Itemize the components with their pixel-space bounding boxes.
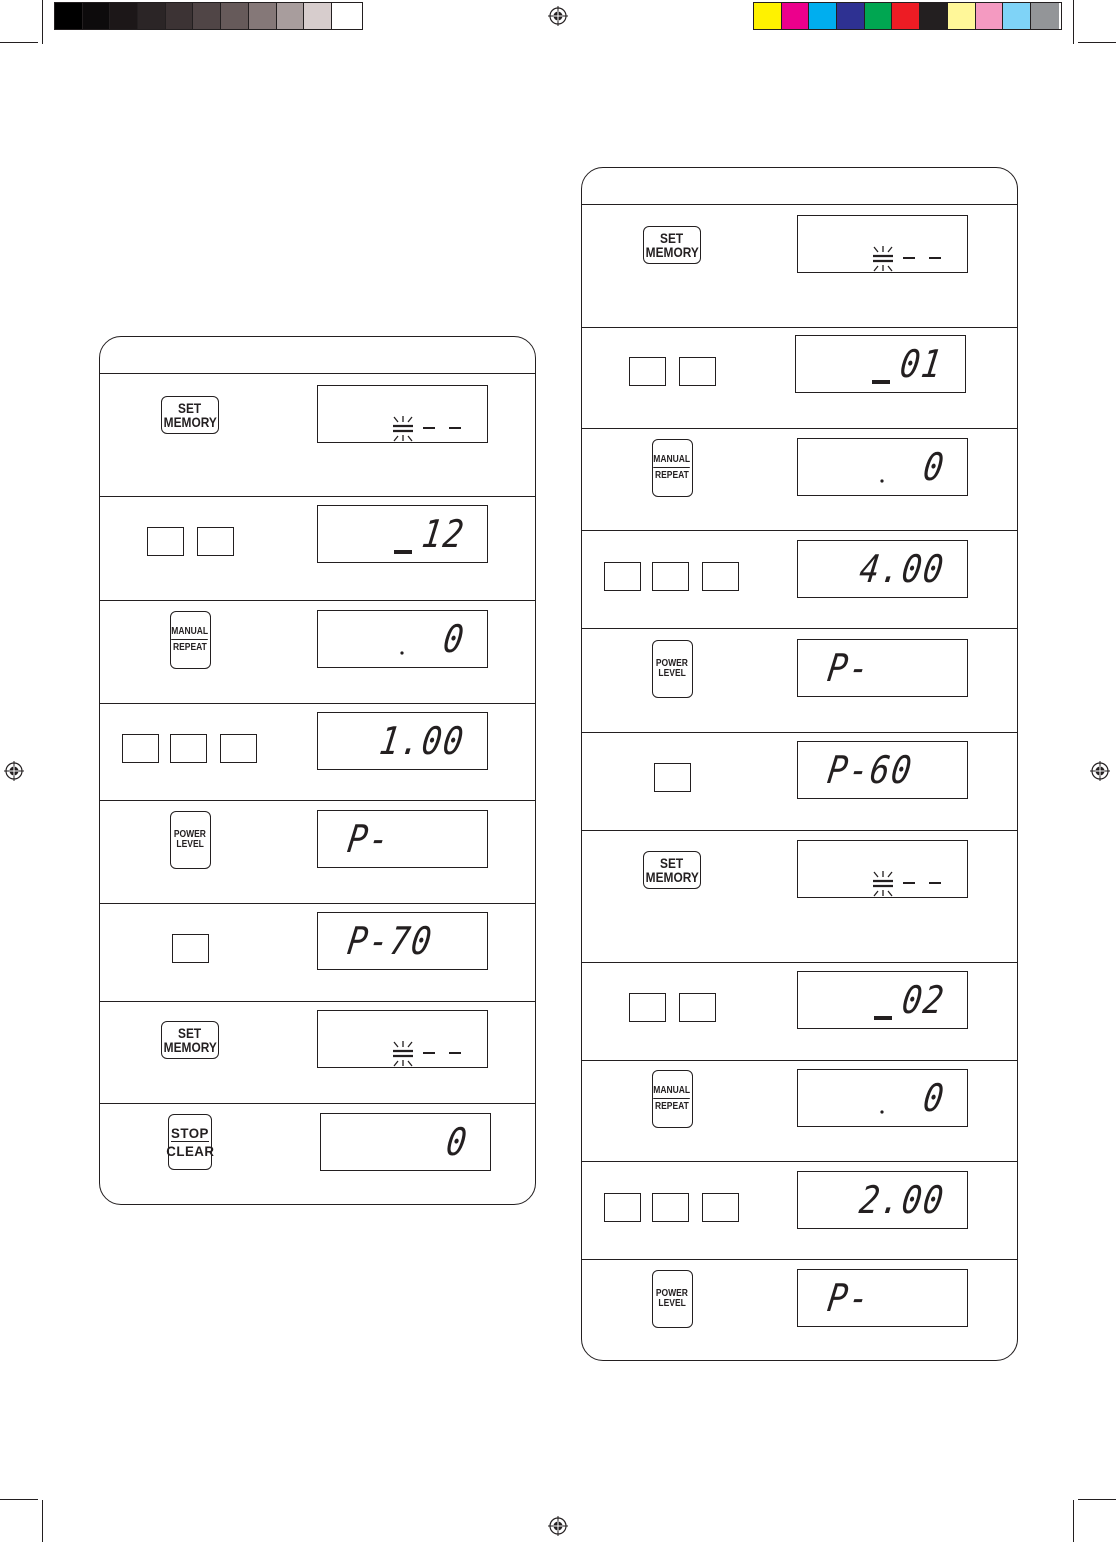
power-level-button[interactable] — [652, 1270, 693, 1328]
button-label-line1: SET — [660, 230, 684, 246]
number-key[interactable] — [604, 562, 641, 591]
registration-mark-icon — [548, 1516, 568, 1536]
manual-repeat-button[interactable] — [652, 439, 693, 497]
set-memory-button[interactable] — [161, 1021, 219, 1059]
calibration-swatch — [332, 3, 360, 29]
power-level-button[interactable] — [652, 640, 693, 698]
set-memory-button[interactable] — [643, 226, 701, 264]
calibration-swatch — [110, 3, 138, 29]
step-divider — [581, 1259, 1018, 1260]
button-label-line2: LEVEL — [658, 668, 686, 679]
step-divider — [581, 628, 1018, 629]
manual-repeat-button[interactable] — [170, 611, 211, 669]
button-label-line2: REPEAT — [173, 642, 207, 653]
crop-mark — [1073, 0, 1074, 44]
lcd-display — [317, 610, 488, 668]
step-divider — [581, 732, 1018, 733]
step-divider — [581, 428, 1018, 429]
button-label-line1: MANUAL — [654, 1086, 691, 1099]
calibration-swatch — [837, 3, 865, 29]
step-divider — [99, 373, 536, 374]
lcd-display — [797, 1269, 968, 1327]
number-key[interactable] — [702, 562, 739, 591]
lcd-display — [797, 741, 968, 799]
lcd-readout: 02 — [899, 978, 949, 1022]
number-key[interactable] — [652, 1193, 689, 1222]
lcd-readout: 01 — [897, 342, 947, 386]
step-divider — [99, 1001, 536, 1002]
set-memory-button[interactable] — [161, 396, 219, 434]
decimal-dot — [880, 479, 883, 482]
cursor-bar — [872, 380, 890, 384]
number-key[interactable] — [220, 734, 257, 763]
calibration-swatch — [83, 3, 111, 29]
step-divider — [581, 1161, 1018, 1162]
lcd-display — [317, 810, 488, 868]
lcd-readout: P-70 — [344, 919, 436, 963]
stop-clear-button[interactable] — [165, 1114, 215, 1170]
calibration-swatch — [1003, 3, 1031, 29]
power-level-button[interactable] — [170, 811, 211, 869]
button-label-line2: MEMORY — [645, 244, 699, 260]
button-label-line2: LEVEL — [658, 1298, 686, 1309]
registration-mark-icon — [548, 6, 568, 26]
number-key[interactable] — [702, 1193, 739, 1222]
button-label-line2: REPEAT — [655, 1101, 689, 1112]
lcd-display — [797, 215, 968, 273]
number-key[interactable] — [197, 527, 234, 556]
lcd-display — [317, 385, 488, 443]
step-divider — [99, 600, 536, 601]
registration-mark-icon — [1090, 761, 1110, 781]
cursor-bar — [394, 550, 412, 554]
calibration-swatch — [865, 3, 893, 29]
lcd-display — [317, 912, 488, 970]
calibration-swatch — [249, 3, 277, 29]
button-label-line1: SET — [178, 1025, 202, 1041]
crop-mark — [1073, 1500, 1074, 1542]
number-key[interactable] — [679, 993, 716, 1022]
button-label-line1: POWER — [655, 658, 689, 669]
step-divider — [581, 327, 1018, 328]
lcd-readout: 0 — [920, 1076, 949, 1120]
step-divider — [99, 800, 536, 801]
blinking-digit-icon — [873, 871, 893, 896]
button-label-line1: POWER — [173, 829, 207, 840]
blinking-digit-icon — [393, 1041, 413, 1066]
number-key[interactable] — [604, 1193, 641, 1222]
lcd-readout: 1.00 — [377, 719, 469, 763]
calibration-swatch — [304, 3, 332, 29]
calibration-swatch — [277, 3, 305, 29]
number-key[interactable] — [679, 357, 716, 386]
button-label-line2: CLEAR — [165, 1143, 215, 1159]
crop-mark — [0, 42, 38, 43]
step-divider — [581, 204, 1018, 205]
lcd-display — [797, 540, 968, 598]
crop-mark — [42, 1500, 43, 1542]
lcd-readout: P-60 — [824, 748, 916, 792]
lcd-display — [797, 438, 968, 496]
cursor-bar — [874, 1016, 892, 1020]
step-divider — [581, 962, 1018, 963]
lcd-display — [317, 505, 488, 563]
lcd-readout: 4.00 — [857, 547, 949, 591]
set-memory-button[interactable] — [643, 851, 701, 889]
lcd-readout: 0 — [440, 617, 469, 661]
button-label-line1: SET — [178, 400, 202, 416]
calibration-swatch — [892, 3, 920, 29]
button-label-line1: SET — [660, 855, 684, 871]
number-key[interactable] — [172, 934, 209, 963]
button-label-line1: STOP — [171, 1125, 209, 1141]
step-divider — [99, 1103, 536, 1104]
calibration-swatch — [782, 3, 810, 29]
calibration-swatch — [55, 3, 83, 29]
step-divider — [99, 496, 536, 497]
step-divider — [581, 1060, 1018, 1061]
calibration-swatch — [976, 3, 1004, 29]
step-divider — [99, 903, 536, 904]
lcd-display — [797, 971, 968, 1029]
number-key[interactable] — [170, 734, 207, 763]
blinking-digit-icon — [873, 246, 893, 271]
button-label-line2: MEMORY — [163, 414, 217, 430]
crop-mark — [1078, 1499, 1116, 1500]
calibration-swatch — [809, 3, 837, 29]
lcd-display — [795, 335, 966, 393]
registration-mark-icon — [4, 761, 24, 781]
calibration-swatch — [948, 3, 976, 29]
grayscale-calibration-bar — [54, 2, 363, 30]
number-key[interactable] — [147, 527, 184, 556]
decimal-dot — [400, 651, 403, 654]
lcd-display — [797, 840, 968, 898]
number-key[interactable] — [654, 763, 691, 792]
lcd-display — [320, 1113, 491, 1171]
button-label-line2: MEMORY — [163, 1039, 217, 1055]
calibration-swatch — [1031, 3, 1059, 29]
button-label-line2: REPEAT — [655, 470, 689, 481]
number-key[interactable] — [652, 562, 689, 591]
crop-mark — [1078, 42, 1116, 43]
number-key[interactable] — [629, 357, 666, 386]
number-key[interactable] — [629, 993, 666, 1022]
calibration-swatch — [920, 3, 948, 29]
lcd-display — [317, 1010, 488, 1068]
button-label-line2: LEVEL — [176, 839, 204, 850]
lcd-display — [317, 712, 488, 770]
manual-repeat-button[interactable] — [652, 1070, 693, 1128]
step-divider — [99, 703, 536, 704]
lcd-display — [797, 1171, 968, 1229]
lcd-readout: P- — [344, 817, 394, 861]
step-divider — [581, 830, 1018, 831]
lcd-readout: P- — [824, 646, 874, 690]
calibration-swatch — [754, 3, 782, 29]
step-divider — [581, 530, 1018, 531]
calibration-swatch — [193, 3, 221, 29]
blinking-digit-icon — [393, 416, 413, 441]
button-label-line2: MEMORY — [645, 869, 699, 885]
lcd-display — [797, 639, 968, 697]
number-key[interactable] — [122, 734, 159, 763]
calibration-swatch — [166, 3, 194, 29]
calibration-swatch — [138, 3, 166, 29]
crop-mark — [42, 0, 43, 44]
button-label-line1: MANUAL — [654, 455, 691, 468]
lcd-readout: 12 — [419, 512, 469, 556]
lcd-readout: 2.00 — [857, 1178, 949, 1222]
color-calibration-bar — [753, 2, 1062, 30]
crop-mark — [0, 1499, 38, 1500]
lcd-readout: P- — [824, 1276, 874, 1320]
button-label-line1: POWER — [655, 1288, 689, 1299]
decimal-dot — [880, 1110, 883, 1113]
lcd-display — [797, 1069, 968, 1127]
lcd-readout: 0 — [920, 445, 949, 489]
calibration-swatch — [221, 3, 249, 29]
lcd-readout: 0 — [443, 1120, 472, 1164]
button-label-line1: MANUAL — [172, 627, 209, 640]
